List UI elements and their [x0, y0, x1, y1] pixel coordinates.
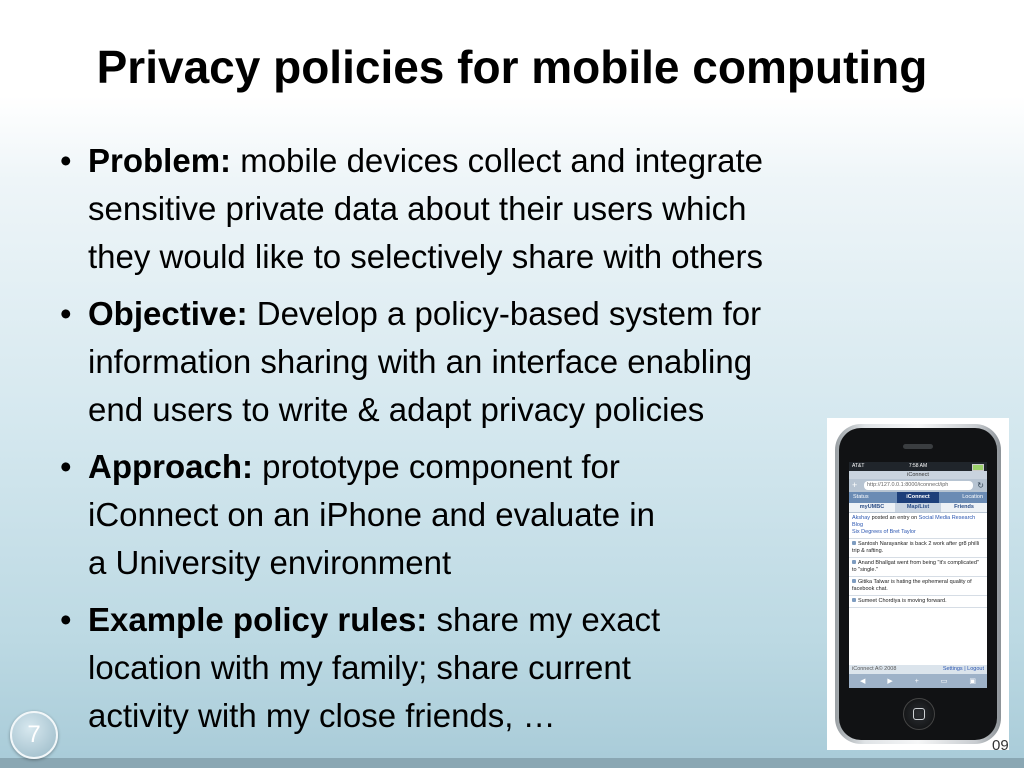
feed-text: Anand Bhallgat went from being "it's complicated" to "single." — [852, 560, 979, 573]
person-icon — [852, 560, 856, 564]
bullet-dot: • — [60, 295, 72, 332]
bullet-text: mobile devices collect and integrate — [231, 142, 763, 179]
bullet-text: they would like to selectively share with others — [88, 238, 763, 275]
speaker-grille — [903, 444, 933, 449]
feed-entry — [849, 539, 987, 558]
app-tab-row — [849, 492, 987, 503]
bookmarks-icon: ▭ — [940, 677, 948, 685]
feed-text: posted an entry on — [870, 515, 919, 521]
bullet-list — [58, 137, 918, 749]
carrier-label: AT&T — [852, 463, 865, 469]
feed-text: Gitika Talwar is hating the ephemeral quality of facebook chat. — [852, 579, 972, 592]
forward-icon: ▶ — [887, 677, 893, 685]
tab-location: Location — [962, 494, 983, 500]
bullet-text: location with my family; share current — [88, 649, 631, 686]
bullet-term: Approach: — [88, 448, 253, 485]
add-bookmark-icon: + — [852, 480, 858, 490]
person-icon — [852, 541, 856, 545]
bullet-text: prototype component for — [253, 448, 620, 485]
bullet-problem — [58, 137, 918, 281]
bullet-text: information sharing with an interface enabling — [88, 343, 753, 380]
bullet-dot: • — [60, 601, 72, 638]
reload-icon: ↻ — [977, 481, 984, 490]
bullet-text: end users to write & adapt privacy policies — [88, 391, 705, 428]
bullet-text: iConnect on an iPhone and evaluate in — [88, 496, 655, 533]
bullet-example-rules — [58, 596, 918, 740]
feed-blog-link: Social Media Research Blog — [852, 515, 976, 528]
copyright-text: iConnect A© 2008 — [852, 666, 897, 672]
feed-text: Sumeet Chordiya is moving forward. — [858, 598, 947, 604]
feed-entry — [849, 558, 987, 577]
bullet-text: a University environment — [88, 544, 452, 581]
bullet-dot: • — [60, 448, 72, 485]
app-subtab-row — [849, 503, 987, 513]
browser-toolbar — [849, 674, 987, 688]
iphone-image — [827, 418, 1009, 750]
home-square-icon — [913, 708, 925, 720]
bullet-text: sensitive private data about their users which — [88, 190, 747, 227]
battery-icon — [972, 464, 984, 471]
feed-entry-link: Six Degrees of Bret Taylor — [852, 529, 916, 535]
feed-entry — [849, 596, 987, 608]
bullet-term: Objective: — [88, 295, 248, 332]
iphone-face — [839, 428, 997, 740]
bullet-dot: • — [60, 142, 72, 179]
tab-status: Status — [853, 494, 869, 500]
bullet-approach — [58, 443, 918, 587]
feed-entry — [849, 513, 987, 539]
phone-status-bar — [849, 462, 987, 471]
feed-user-link: Akshay — [852, 515, 871, 521]
slide-title: Privacy policies for mobile computing — [96, 41, 928, 93]
phone-clock: 7:58 AM — [908, 463, 928, 469]
browser-page-title: iConnect — [849, 471, 987, 479]
url-field: http://127.0.0.1:8000/iconnect/iph — [864, 481, 973, 490]
iphone-frame — [835, 424, 1001, 744]
settings-logout-links: Settings | Logout — [942, 666, 984, 672]
subtab-friends: Friends — [954, 504, 974, 510]
iphone-screen — [849, 462, 987, 688]
bullet-objective — [58, 290, 918, 434]
pages-icon: ▣ — [969, 677, 976, 685]
home-button — [903, 698, 935, 730]
bullet-text: share my exact — [427, 601, 661, 638]
person-icon — [852, 598, 856, 602]
slide-date-fragment: 09 — [992, 737, 1009, 754]
person-icon — [852, 579, 856, 583]
tab-iconnect: iConnect — [897, 492, 939, 503]
subtab-myumbc: myUMBC — [859, 504, 885, 510]
slide-number-badge: 7 — [10, 711, 58, 759]
share-icon: + — [914, 677, 919, 685]
back-icon: ◀ — [859, 677, 866, 685]
subtab-map-list: Map/List — [895, 503, 941, 512]
browser-url-row — [849, 479, 987, 492]
bullet-term: Example policy rules: — [88, 601, 428, 638]
feed-entry — [849, 577, 987, 596]
app-footer — [849, 665, 987, 674]
bullet-text: Develop a policy-based system for — [247, 295, 762, 332]
bullet-term: Problem: — [88, 142, 232, 179]
bullet-text: activity with my close friends, … — [88, 697, 556, 734]
feed-text: Santosh Narayankar is back 2 work after gr8 philli trip & rafting. — [852, 541, 980, 554]
slide-bottom-bar — [0, 758, 1024, 768]
